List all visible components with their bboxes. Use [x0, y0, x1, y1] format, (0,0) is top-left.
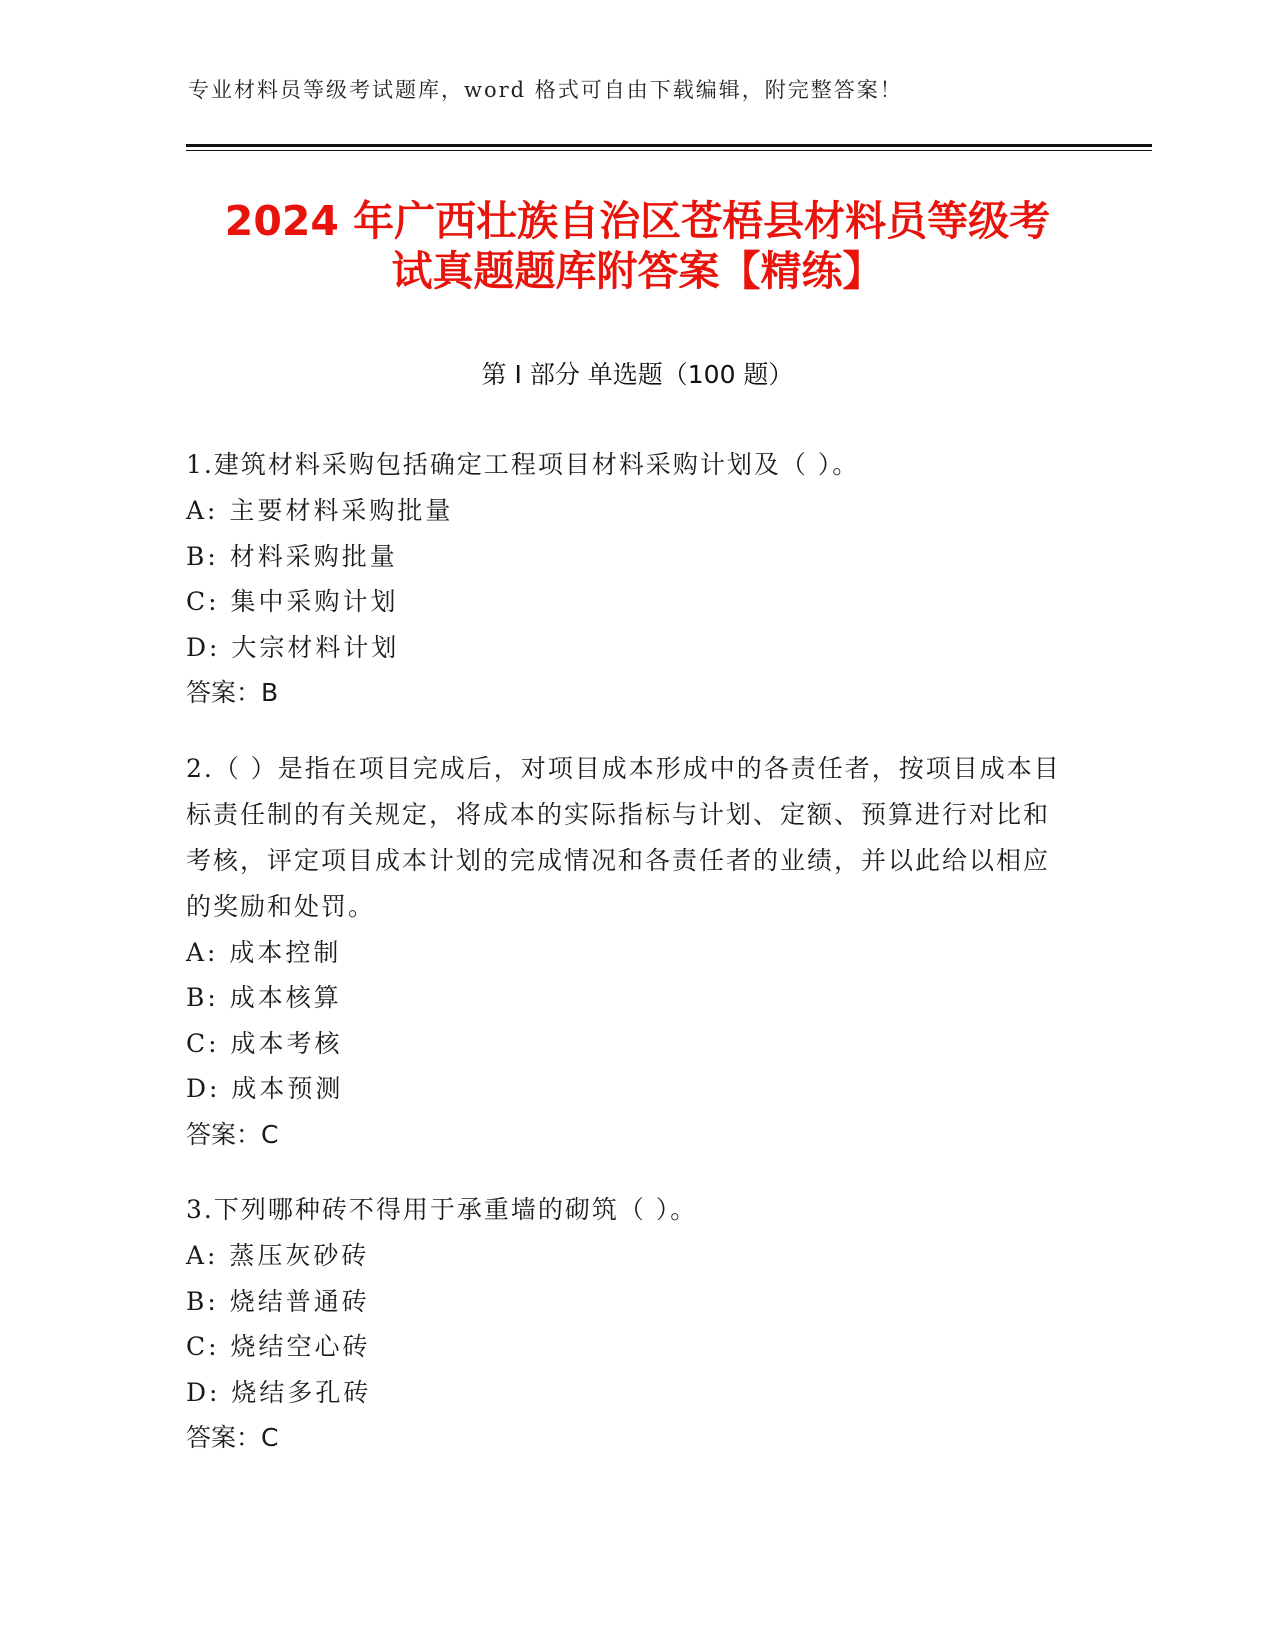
- document-title: [0, 196, 1275, 296]
- option-b: B: 材料采购批量: [186, 541, 398, 571]
- option-c: C: 烧结空心砖: [186, 1332, 371, 1361]
- document-title-line-2: 试真题题库附答案【精练】: [391, 247, 884, 295]
- header-note: 专业材料员等级考试题库，word 格式可自由下载编辑，附完整答案！: [188, 78, 903, 102]
- option-c: C: 集中采购计划: [186, 587, 399, 616]
- option-d: D: 大宗材料计划: [186, 632, 400, 662]
- question-stem: 3.下列哪种砖不得用于承重墙的砌筑（ ）。: [186, 1195, 698, 1224]
- option-a: A: 蒸压灰砂砖: [186, 1241, 370, 1270]
- section-title: 第 I 部分 单选题（100 题）: [481, 360, 794, 389]
- option-a: A: 主要材料采购批量: [186, 496, 454, 525]
- question-2: [186, 746, 1066, 1158]
- header-rule-thin: [186, 150, 1152, 151]
- header-rule-thick: [186, 144, 1152, 147]
- option-b: B: 烧结普通砖: [186, 1286, 370, 1316]
- answer: 答案：B: [186, 678, 279, 707]
- question-3: [186, 1187, 1066, 1461]
- question-1: [186, 442, 1066, 716]
- document-title-line-1: 2024 年广西壮族自治区苍梧县材料员等级考: [224, 197, 1051, 245]
- answer: 答案：C: [186, 1423, 279, 1452]
- question-stem: 1.建筑材料采购包括确定工程项目材料采购计划及（ ）。: [186, 450, 860, 479]
- option-c: C: 成本考核: [186, 1028, 343, 1058]
- option-b: B: 成本核算: [186, 983, 342, 1012]
- option-d: D: 成本预测: [186, 1074, 344, 1103]
- option-d: D: 烧结多孔砖: [186, 1377, 372, 1407]
- option-a: A: 成本控制: [186, 937, 342, 967]
- question-stem: 2.（ ）是指在项目完成后，对项目成本形成中的各责任者，按项目成本目标责任制的有关规定，将成本的实际指标与计划、定额、预算进行对比和考核，评定项目成本计划的完成情况和各责任者的业绩，并以此给以相应的奖励和处罚。: [186, 753, 1061, 921]
- question-list: [186, 442, 1066, 1491]
- answer: 答案：C: [186, 1119, 279, 1149]
